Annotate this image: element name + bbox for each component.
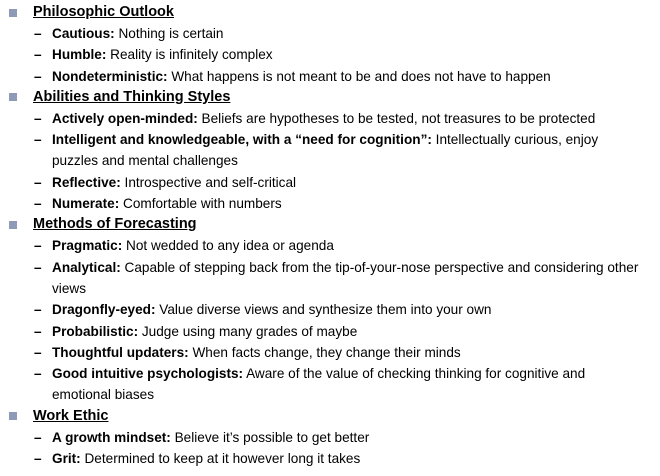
dash-bullet: – [34, 344, 42, 360]
list-item [0, 299, 660, 320]
list-item [0, 172, 660, 193]
item-text: Nothing is certain [114, 26, 224, 41]
item-list [0, 108, 660, 214]
section-philosophic-outlook [0, 2, 660, 87]
dash-bullet: – [34, 259, 42, 275]
list-item [0, 257, 660, 300]
section-heading [0, 406, 660, 427]
list-item [0, 108, 660, 129]
item-term: Grit: [52, 451, 81, 467]
item-text: Intellectually curious, enjoy puzzles and mental challenges [52, 132, 599, 169]
list-item [0, 342, 660, 363]
dash-bullet: – [34, 26, 42, 41]
dash-bullet: – [34, 68, 42, 84]
list-item [0, 23, 660, 44]
section-title: Methods of Forecasting [33, 216, 197, 233]
section-heading [0, 214, 660, 235]
list-item [0, 363, 660, 406]
item-term: Thoughtful updaters: [52, 344, 189, 360]
section-work-ethic [0, 406, 660, 470]
item-term: Cautious: [52, 26, 115, 41]
item-list [0, 23, 660, 87]
dash-bullet: – [34, 238, 42, 254]
list-item [0, 193, 660, 214]
item-term: Pragmatic: [52, 238, 123, 254]
list-item [0, 129, 660, 172]
item-text: Determined to keep at it however long it takes [80, 451, 361, 467]
section-methods-of-forecasting [0, 214, 660, 405]
square-bullet-icon [9, 221, 17, 229]
dash-bullet: – [34, 302, 42, 318]
item-text: Judge using many grades of maybe [138, 323, 358, 339]
item-term: Dragonfly-eyed: [52, 302, 156, 318]
dash-bullet: – [34, 132, 42, 148]
item-text: Capable of stepping back from the tip-of-your-nose perspective and considering other views [52, 259, 639, 296]
item-text: Introspective and self-critical [120, 174, 297, 190]
item-text: Value diverse views and synthesize them into your own [155, 302, 492, 318]
item-term: Nondeterministic: [52, 68, 168, 84]
section-abilities-thinking-styles [0, 87, 660, 214]
list-item [0, 66, 660, 87]
list-item [0, 44, 660, 65]
item-text: Aware of the value of checking thinking for cognitive and emotional biases [52, 366, 586, 403]
item-list [0, 235, 660, 405]
section-heading [0, 2, 660, 23]
item-list [0, 427, 660, 470]
dash-bullet: – [34, 366, 42, 382]
section-title: Philosophic Outlook [33, 4, 174, 20]
item-term: Numerate: [52, 196, 120, 212]
item-text: Not wedded to any idea or agenda [122, 238, 334, 254]
item-term: Analytical: [52, 259, 121, 275]
square-bullet-icon [9, 9, 17, 17]
item-text: Believe it’s possible to get better [170, 429, 370, 445]
item-text: Reality is infinitely complex [106, 47, 273, 63]
section-title: Abilities and Thinking Styles [33, 88, 231, 105]
dash-bullet: – [34, 323, 42, 339]
item-text: When facts change, they change their minds [188, 344, 461, 360]
dash-bullet: – [34, 429, 42, 445]
dash-bullet: – [34, 110, 42, 126]
item-text: What happens is not meant to be and does not have to happen [167, 68, 551, 84]
square-bullet-icon [9, 93, 17, 101]
item-term: Probabilistic: [52, 323, 139, 339]
item-term: Reflective: [52, 174, 121, 190]
section-heading [0, 87, 660, 108]
dash-bullet: – [34, 196, 42, 212]
square-bullet-icon [9, 412, 17, 420]
list-item [0, 321, 660, 342]
list-item [0, 448, 660, 469]
dash-bullet: – [34, 451, 42, 467]
list-item [0, 235, 660, 256]
item-term: Good intuitive psychologists: [52, 366, 244, 382]
list-item [0, 427, 660, 448]
dash-bullet: – [34, 47, 42, 63]
section-title: Work Ethic [33, 407, 109, 424]
item-text: Comfortable with numbers [119, 196, 282, 212]
item-term: Actively open-minded: [52, 110, 198, 126]
item-term: Intelligent and knowledgeable, with a “need for cognition”: [52, 132, 432, 148]
item-term: A growth mindset: [52, 429, 171, 445]
item-term: Humble: [52, 47, 107, 63]
item-text: Beliefs are hypotheses to be tested, not treasures to be protected [197, 110, 596, 126]
dash-bullet: – [34, 174, 42, 190]
